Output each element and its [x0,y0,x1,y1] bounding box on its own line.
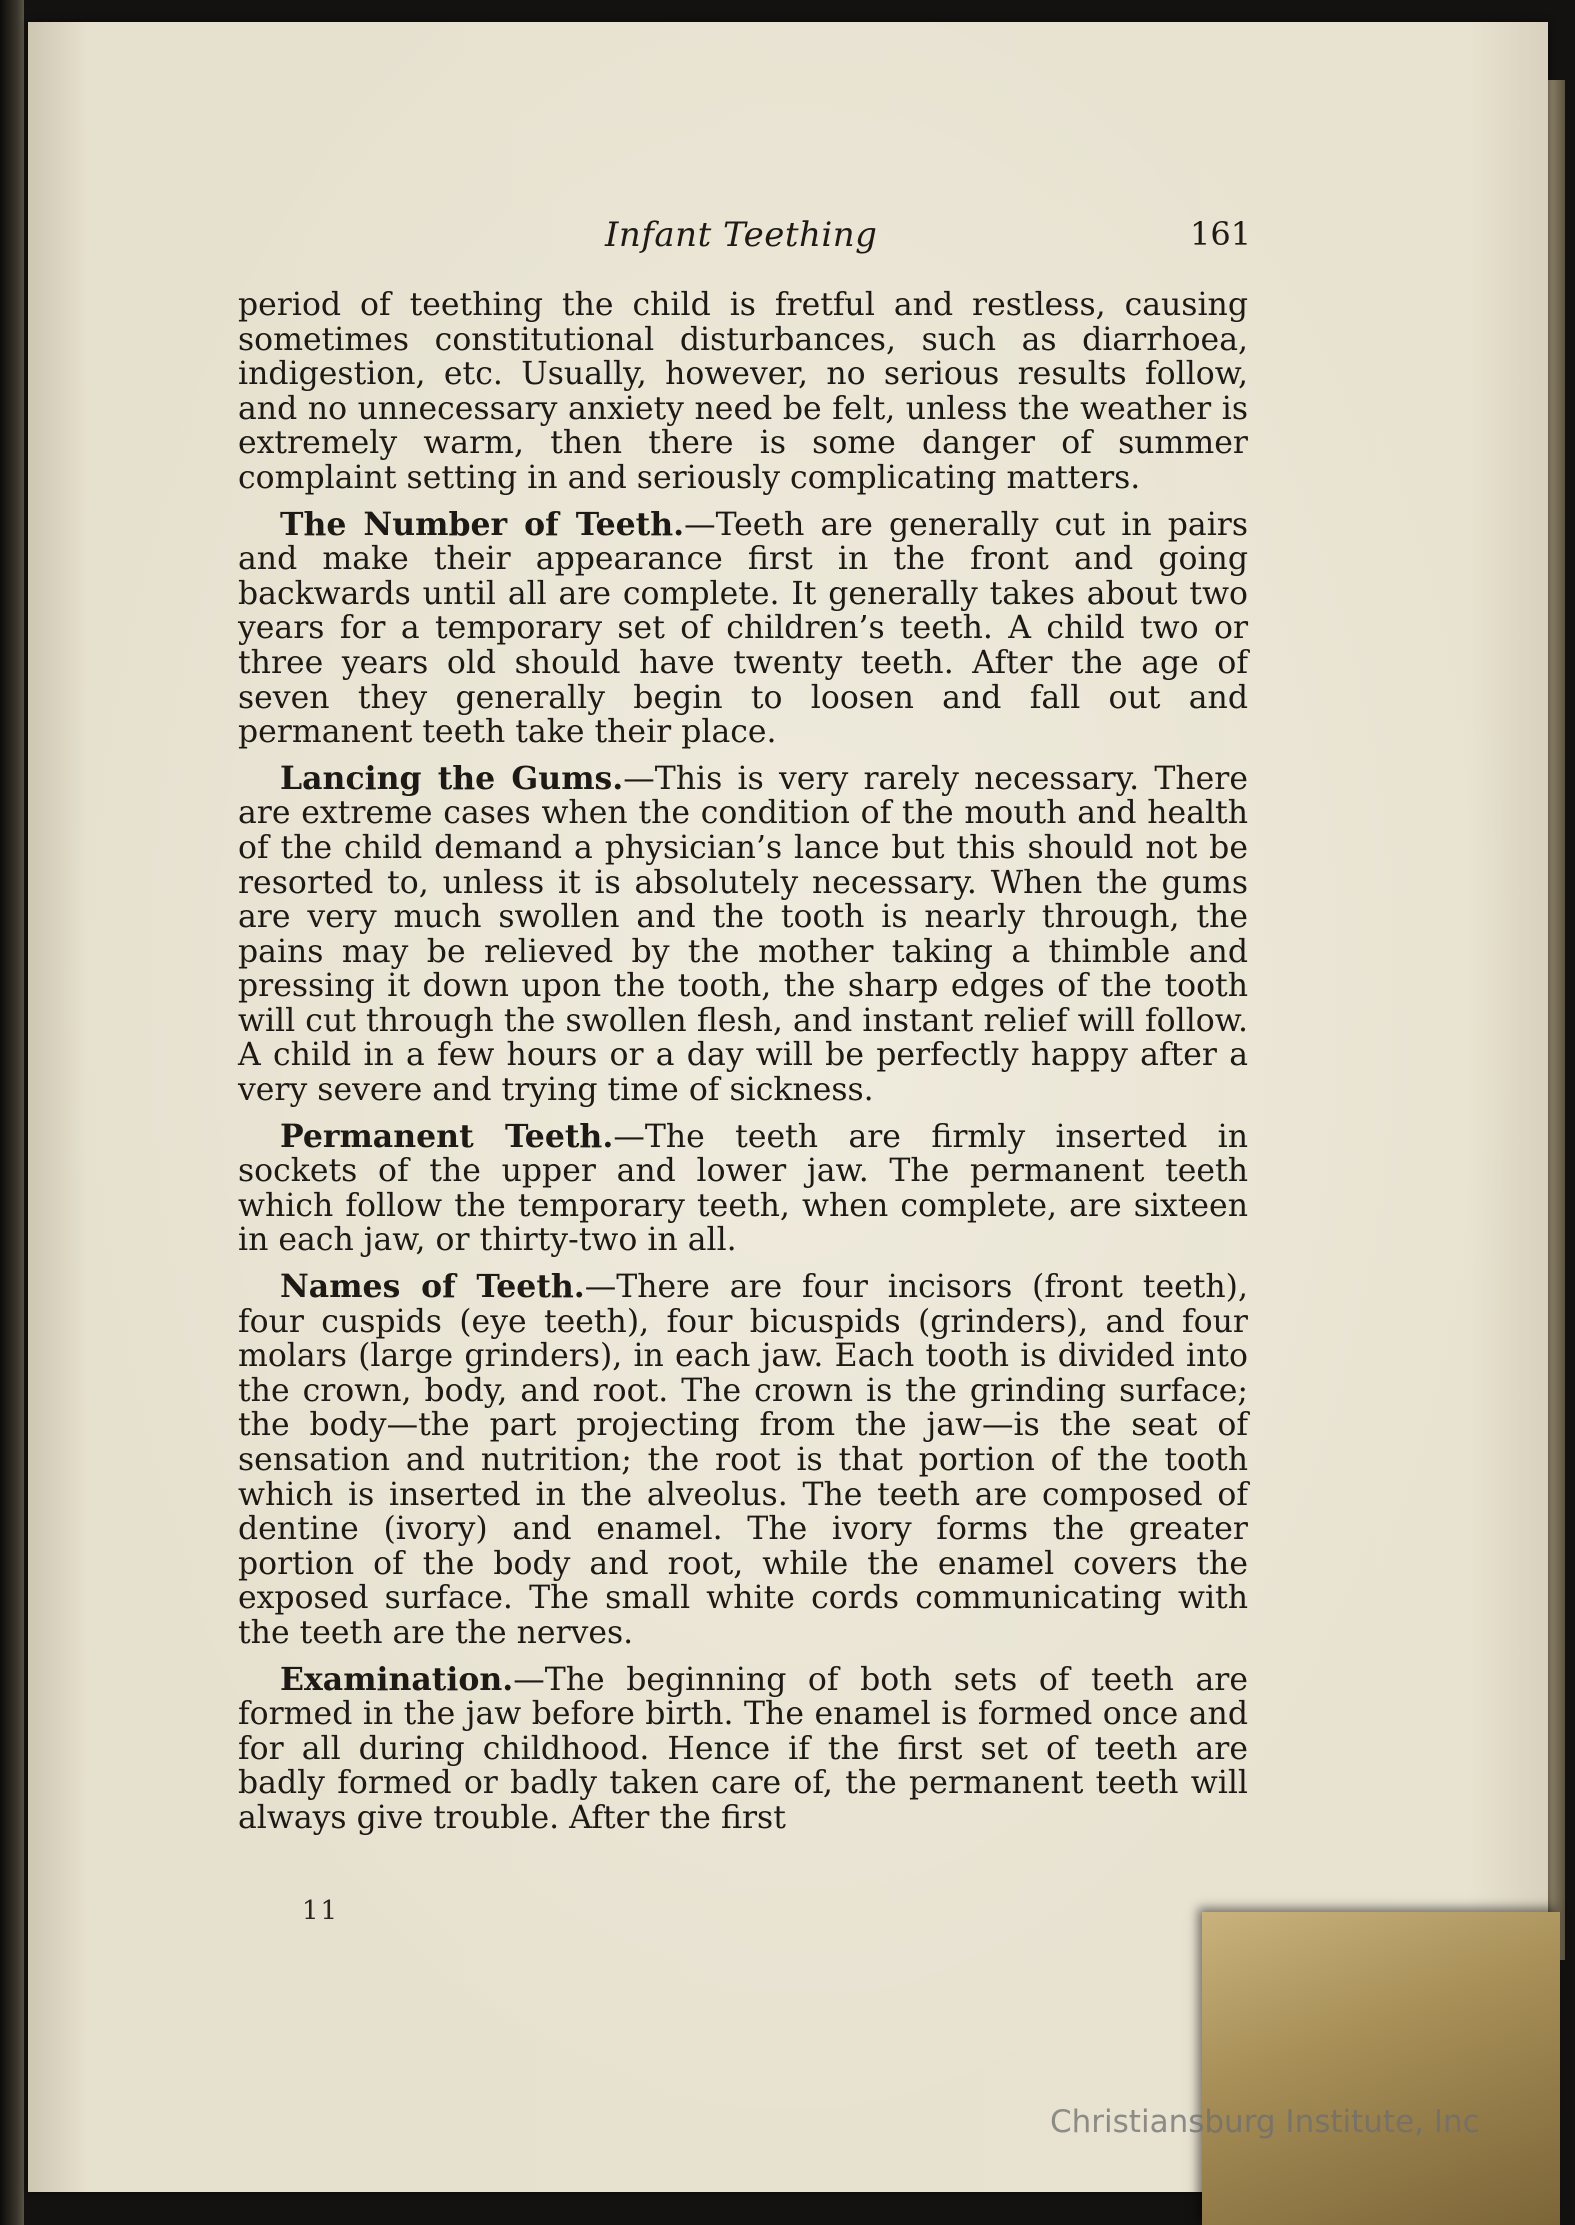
paragraph-text: period of teething the child is fretful and restless, causing sometimes constitutional disturbances, such as diarrhoea, indigestion, etc. Usually, however, no serious results follow, and no unnecessary anxiety need be felt, unless the weather is extremely warm, then there is some danger of summer complaint setting in and seriously complicating matters. [238,287,1248,496]
paragraph [238,1660,1248,1836]
brass-page-weight [1202,1912,1560,2225]
page-number: 161 [1190,215,1252,253]
paragraph-text: —Teeth are generally cut in pairs and make their appearance first in the front and going backwards until all are complete. It generally takes about two years for a temporary set of children’s teeth. A child two or three years old should have twenty teeth. After the age of seven they generally begin to loosen and fall out and permanent teeth take their place. [238,506,1248,751]
running-head: Infant Teething [605,215,878,255]
section-heading: Names of Teeth. [280,1268,585,1306]
paragraph [238,1270,1248,1651]
paragraph [238,288,1248,496]
section-heading: Permanent Teeth. [280,1117,614,1155]
signature-mark: 11 [302,1896,340,1926]
paragraph-text: —This is very rarely necessary. There are extreme cases when the condition of the mouth and health of the child demand a physician’s lance but this should not be resorted to, unless it is absolutely necessary. When the gums are very much swollen and the tooth is nearly through, the pains may be relieved by the mother taking a thimble and pressing it down upon the tooth, the sharp edges of the tooth will cut through the swollen flesh, and instant relief will follow. A child in a few hours or a day will be perfectly happy after a very severe and trying time of sickness. [238,760,1249,1109]
section-heading: Examination. [280,1660,514,1698]
section-heading: Lancing the Gums. [280,759,624,797]
paragraph [238,505,1248,751]
paragraph [238,1117,1248,1259]
paragraph [238,759,1249,1109]
section-heading: The Number of Teeth. [280,505,685,543]
paragraph-text: —The teeth are firmly inserted in sockets of the upper and lower jaw. The permanent teeth which follow the temporary teeth, when complete, are sixteen in each jaw, or thirty-two in all. [238,1118,1248,1259]
body-text [238,288,1248,1848]
watermark: Christiansburg Institute, Inc [1050,2104,1480,2140]
book-binding-shadow [0,0,24,2225]
paragraph-text: —There are four incisors (front teeth), four cuspids (eye teeth), four bicuspids (grinders), and four molars (large grinders), in each jaw. Each tooth is divided into the crown, body, and root. The crown is the grinding surface; the body—the part projecting from the jaw—is the seat of sensation and nutrition; the root is that portion of the tooth which is inserted in the alveolus. The teeth are composed of dentine (ivory) and enamel. The ivory forms the greater portion of the body and root, while the enamel covers the exposed surface. The small white cords communicating with the teeth are the nerves. [238,1269,1248,1651]
paragraph-text: —The beginning of both sets of teeth are formed in the jaw before birth. The enamel is formed once and for all during childhood. Hence if the first set of teeth are badly formed or badly taken care of, the permanent teeth will always give trouble. After the first [238,1661,1248,1836]
